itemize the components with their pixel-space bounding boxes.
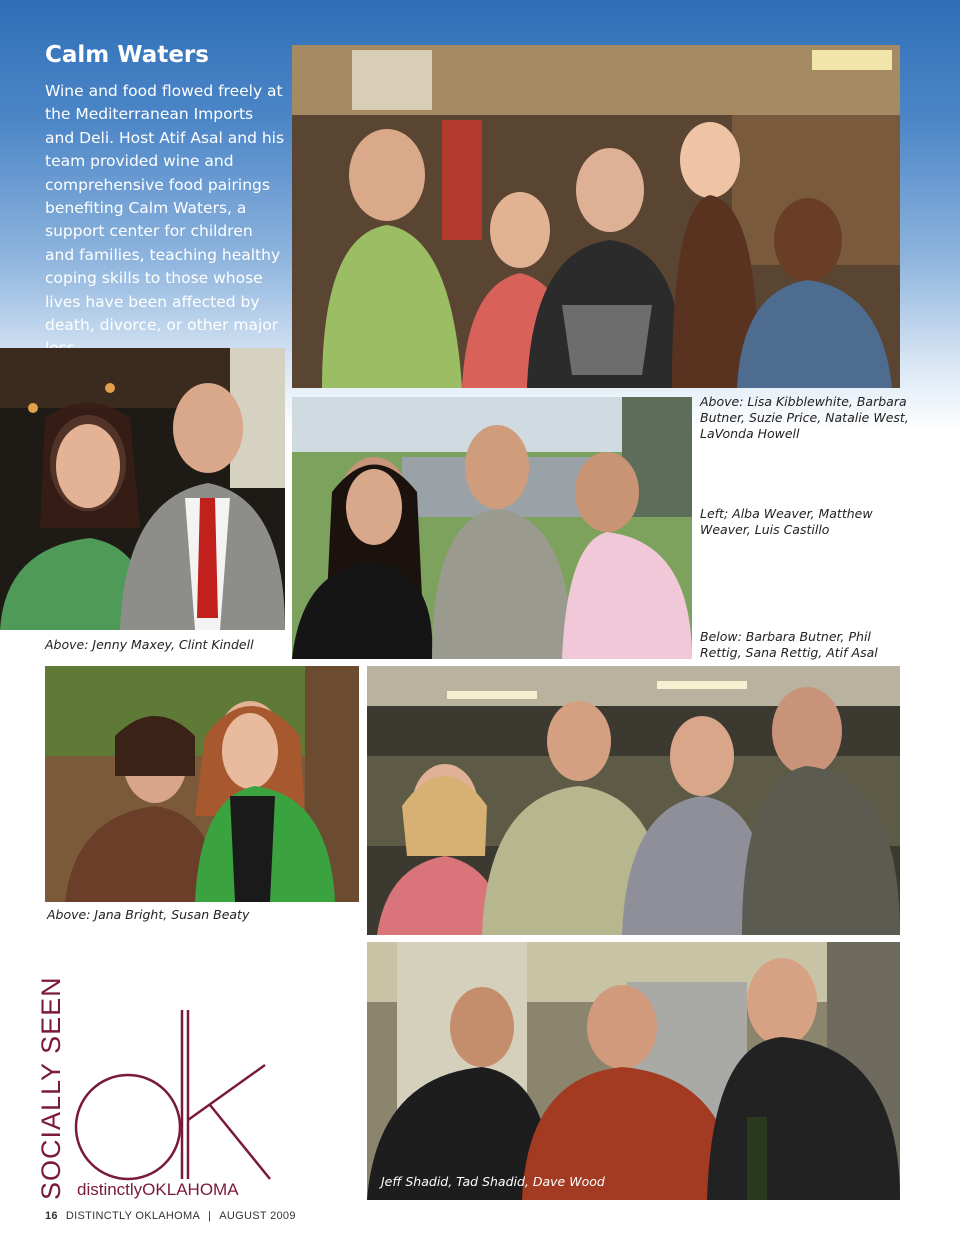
issue-date: AUGUST 2009 (219, 1210, 296, 1222)
page-footer (45, 1210, 296, 1222)
photo-jeff-tad-dave (367, 942, 900, 1200)
photo-jana-susan (45, 666, 359, 902)
caption-middle-left: Left; Alba Weaver, Matthew Weaver, Luis Castillo (700, 506, 873, 537)
photo-barbara-phil-sana-atif (367, 666, 900, 935)
caption-jenny-clint: Above: Jenny Maxey, Clint Kindell (45, 637, 254, 652)
brand-name: distinctlyOKLAHOMA (77, 1180, 239, 1199)
photo-group-five-women (292, 45, 900, 388)
page-title: Calm Waters (45, 42, 209, 68)
caption-top-right: Above: Lisa Kibblewhite, Barbara Butner, Suzie Price, Natalie West, LaVonda Howell (700, 394, 909, 441)
intro-paragraph: Wine and food flowed freely at the Mediterranean Imports and Deli. Host Atif Asal and his team provided wine and comprehensive food pairings benefiting Calm Waters, a support center for children and families, teaching healthy coping skills to those whose lives have been affected by death, divorce, or other major (45, 82, 285, 335)
caption-below: Below: Barbara Butner, Phil Rettig, Sana Rettig, Atif Asal (700, 629, 878, 660)
caption-jeff-tad-dave: Jeff Shadid, Tad Shadid, Dave Wood (381, 1174, 605, 1189)
photo-alba-matthew-luis (292, 397, 692, 659)
section-label-vertical: SOCIALLY SEEN (36, 976, 66, 1200)
page-number: 16 (45, 1210, 58, 1222)
ok-logo (70, 1005, 280, 1185)
photo-jenny-clint (0, 348, 285, 630)
caption-jana-susan: Above: Jana Bright, Susan Beaty (47, 907, 250, 922)
publication-name: DISTINCTLY OKLAHOMA (65, 1210, 201, 1222)
footer-separator: | (208, 1210, 212, 1222)
